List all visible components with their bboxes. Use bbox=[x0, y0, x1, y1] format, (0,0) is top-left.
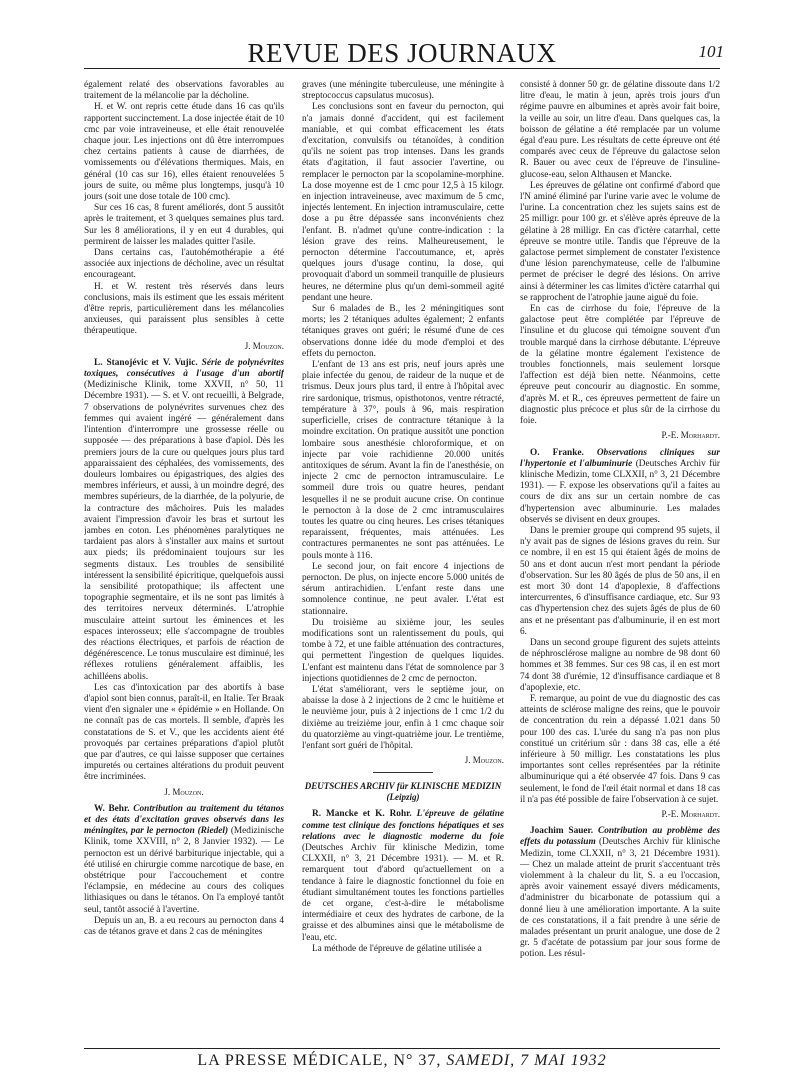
article-authors: R. Mancke et K. Rohr. bbox=[312, 809, 412, 820]
article-authors: W. Behr. bbox=[94, 803, 130, 814]
paragraph: Sur ces 16 cas, 8 furent améliorés, dont 5 aussitôt après le traitement, et 3 quelques semaines plus tard. Sur les 8 améliorations, il y en eut 4 durables, qui permirent de laisser les malades quitter l'asile. bbox=[84, 203, 284, 247]
paragraph: Dans un second groupe figurent des sujets atteints de néphrosclérose maligne au nombre de 98 dont 60 hommes et 38 femmes. Sur ces 98 cas, il en est mort 74 dont 38 d'urémie, 12 d'insuffisance cardiaque et 8 d'apoplexie, etc. bbox=[520, 637, 720, 693]
paragraph: Dans le premier groupe qui comprend 95 sujets, il n'y avait pas de signes de lésions graves du rein. Sur ce nombre, il en est 15 qui étaient âgés de moins de 50 ans et dont aucun n'est mort pendant la période d'observation. Sur les 80 âgés de plus de 50 ans, il en est mort 30 dont 14 d'apoplexie, 8 d'affections intercurrentes, 6 d'insuffisance cardiaque, etc. Sur 93 cas d'hypertension chez des sujets âgés de plus de 60 ans et ne présentant pas d'albuminurie, il en est mort 6. bbox=[520, 525, 720, 637]
paragraph: Du troisième au sixième jour, les seules modifications sont un ralentissement du pouls, qui tombe à 72, et une faible atténuation des contractures, qui permettent l'ingestion de quelques liquides. L'enfant est maintenu dans l'état de somnolence par 3 injections quotidiennes de 2 cmc de pernocton. bbox=[302, 617, 504, 684]
article-title: Observations cliniques sur l'hypertonie et l'albuminurie bbox=[520, 447, 720, 469]
article-title: Contribution au problème des effets du potassium bbox=[520, 826, 720, 848]
article-title: Contribution au traitement du tétanos et des états d'excitation graves observés dans les méningites, par le pernocton (Riedel) bbox=[84, 803, 284, 837]
paragraph: Les conclusions sont en faveur du pernocton, qui n'a jamais donné d'accident, qui est facilement maniable, et qui combat efficacement les états d'excitation, convulsifs ou tétanoïdes, à condition qu'ils ne soient pas trop intenses. Dans les grands états d'agitation, il faut associer l'avertine, ou remplacer le pernocton par la scopolamine-morphine. La dose moyenne est de 1 cmc pour 12,5 à 15 kilogr. en injection intraveineuse, avec maximum de 5 cmc, injectés lentement. En injection intramusculaire, cette dose a pu être dépassée sans inconvénients chez l'enfant. B. n'admet qu'une contre-indication : la lésion grave des reins. Malheureusement, le pernocton détermine l'accoutumance, et, après quelques jours d'usage continu, la dose, qui provoquait d'abord un sommeil tranquille de plusieurs heures, ne détermine plus qu'un demi-sommeil agité pendant une heure. bbox=[302, 102, 504, 303]
issue-date: SAMEDI, 7 MAI 1932 bbox=[446, 1052, 607, 1069]
paragraph: Les cas d'intoxication par des abortifs à base d'apiol sont bien connus, paraît-il, en Italie. Ter Braak vient d'en signaler une « épidémie » en Hollande. On ne connaît pas de cas mortels. Il semble, d'après les constatations de S. et V., que les accidents aient été provoqués par certaines préparations d'apiol plutôt que par d'autres, ce qui laisse supposer que certaines impuretés ou certaines altérations du produit peuvent être incriminées. bbox=[84, 682, 284, 783]
header-rule bbox=[84, 68, 720, 69]
author-signature: P.-E. Morhardt. bbox=[661, 809, 720, 819]
section-divider bbox=[373, 772, 433, 773]
article-body: (Deutsches Archiv für klinische Medizin, tome CLXXII, n° 3, 21 Décembre 1931). — F. expose les observations qu'il a faites au cours de dix ans sur un certain nombre de cas d'hypertension avec albuminurie. Les malades observés se divisent en deux groupes. bbox=[520, 458, 720, 525]
paragraph: Sur 6 malades de B., les 2 méningitiques sont morts; les 2 tétaniques adultes également; 2 enfants tétaniques graves ont guéri; le résumé d'une de ces observations donne idée du mode d'emploi et des effets du pernocton. bbox=[302, 304, 504, 359]
article-entry bbox=[520, 448, 720, 526]
article-entry bbox=[84, 358, 284, 683]
article-authors: Joachim Sauer. bbox=[530, 826, 594, 837]
article-authors: O. Franke. bbox=[530, 447, 584, 458]
running-title: REVUE DES JOURNAUX bbox=[247, 38, 557, 68]
paragraph: Dans certains cas, l'autohémothérapie a été associée aux injections de décholine, avec un résultat encourageant. bbox=[84, 248, 284, 281]
paragraph: H. et W. restent très réservés dans leurs conclusions, mais ils estiment que les essais méritent d'être repris, particulièrement dans les mélancolies anxieuses, qui paraissent plus sensibles à cette thérapeutique. bbox=[84, 281, 284, 337]
paragraph: Le second jour, on fait encore 4 injections de pernocton. De plus, on injecte encore 5.000 unités de sérum antirachidien. L'enfant reste dans une somnolence continue, ne peut avaler. L'état est stationnaire. bbox=[302, 561, 504, 617]
text-columns bbox=[84, 80, 720, 1040]
article-body: (Medizinische Klinik, tome XXVII, n° 50, 11 Décembre 1931). — S. et V. ont recueilli, à Belgrade, 7 observations de polynévrites survenues chez des femmes qui avaient ingéré — généralement dans l'intention d'interrompre une grossesse réelle ou supposée — des préparations à base d'apiol. Dès les premiers jours de la cure ou quelques jours plus tard apparaissaient des céphalées, des vomissements, des douleurs lombaires ou épigastriques, des algies des membres inférieurs, et aussi, à un moindre degré, des membres supérieurs, de la diarrhée, de la polyurie, de la contracture des mâchoires. Puis les malades avaient l'impression d'avoir les bras et surtout les jambes en coton. Les phénomènes paralytiques ne tardaient pas alors à s'installer aux mains et surtout aux pieds; ils prédominaient toujours sur les segments distaux. Les troubles de sensibilité intéressent la sensibilité épicritique, quelquefois aussi la sensibilité protopathique; ils affectent une topographie segmentaire, et ils ne sont pas limités à des territoires nerveux déterminés. L'atrophie musculaire atteint surtout les éminences et les espaces interosseux; elle s'accompagne de troubles des réactions électriques, et parfois de réaction de dégénérescence. Le tonus musculaire est diminué, les réflexes rotuliens généralement affaiblis, les achilléens abolis. bbox=[84, 380, 284, 682]
page-header bbox=[84, 36, 724, 68]
paragraph: également relaté des observations favorables au traitement de la mélancolie par la décholine. bbox=[84, 80, 284, 102]
paragraph: L'enfant de 13 ans est pris, neuf jours après une plaie infectée du genou, de raideur de la nuque et de trismus. Deux jours plus tard, il entre à l'hôpital avec rire sardonique, trismus, opisthotonos, ventre rétracté, température à 37°, pouls à 96, mais respiration superficielle, crises de contracture tétanique à la moindre excitation. On pratique aussitôt une ponction lombaire sous anesthésie chloroformique, et on injecte par voie rachidienne 20.000 unités antitoxiques de sérum. Avant la fin de l'anesthésie, on injecte 2 cmc de pernocton intramusculaire. Le sommeil dure trois ou quatre heures, pendant lesquelles il ne se produit aucune crise. On continue le pernocton à la dose de 2 cmc intramusculaires toutes les quatre ou cinq heures. Les crises tétaniques reparaissent, fréquentes, mais atténuées. Les contractures permanentes ne sont pas atténuées. Le pouls monte à 116. bbox=[302, 360, 504, 561]
page-number: 101 bbox=[698, 42, 724, 61]
article-entry bbox=[84, 804, 284, 916]
article-body: (Deutsches Archiv für klinische Medizin, tome CLXXII, n° 3, 21 Décembre 1931). — Chez un malade atteint de prurit s'accentuant très violemment à la chaleur du lit, S. a eu l'occasion, après avoir vainement essayé divers médicaments, d'administrer du bicarbonate de potassium qui a donné lieu à une amélioration importante. A la suite de ces constatations, il a fait prendre à une série de malades présentant un prurit analogue, une dose de 2 gr. 5 d'acétate de potassium par jour sous forme de potion. Les résul- bbox=[520, 837, 720, 960]
page-footer bbox=[84, 1052, 720, 1070]
article-authors: L. Stanojévic et V. Vujic. bbox=[94, 357, 198, 368]
paragraph: En cas de cirrhose du foie, l'épreuve de la galactose peut être complétée par l'épreuve de l'insuline et du glucose qui témoigne souvent d'un trouble marqué dans la cirrhose débutante. L'épreuve de la gélatine montre également l'existence de troubles fonctionnels, mais seulement lorsque l'affection est déjà bien nette. Néanmoins, cette épreuve peut concourir au diagnostic. En somme, d'après M. et R., ces épreuves permettent de faire un diagnostic plus précoce et plus sûr de la cirrhose du foie. bbox=[520, 304, 720, 427]
article-entry bbox=[520, 826, 720, 960]
author-signature: J. Mouzon. bbox=[164, 786, 204, 797]
paragraph: Les épreuves de gélatine ont confirmé d'abord que l'N aminé éliminé par l'urine varie avec le volume de l'urine. La concentration chez les sujets sains est de 25 milligr. pour 100 gr. et s'élève après épreuve de la gélatine à 28 milligr. En cas d'ictère catarrhal, cette épreuve se montre utile. Tandis que l'épreuve de la galactose permet simplement de constater l'existence d'une lésion parenchymateuse, celle de l'albumine permet de préciser le degré des lésions. On arrive ainsi à déterminer les cas limites d'ictère catarrhal qui se rapprochent de l'atrophie jaune aiguë du foie. bbox=[520, 180, 720, 303]
paragraph: La méthode de l'épreuve de gélatine utilisée a bbox=[312, 943, 482, 954]
article-body: (Medizinische Klinik, tome XXVIII, n° 2, 8 Janvier 1932). — Le pernocton est un dérivé barbiturique injectable, qui a été utilisé en chirurgie comme narcotique de base, en obstétrique pour l'accouchement et contre l'éclampsie, en médecine au cours des coliques lithiasiques ou dans le tétanos. On l'a employé tantôt seul, tantôt associé à l'avertine. bbox=[84, 826, 284, 915]
paragraph: L'état s'améliorant, vers le septième jour, on abaisse la dose à 2 injections de 2 cmc le huitième et le neuvième jour, puis à 2 injections de 1 cmc 1/2 du dixième au treizième jour, enfin à 1 cmc chaque soir du quatorzième au vingt-quatrième jour. Le trentième, l'enfant sort guéri de l'hôpital. bbox=[302, 684, 504, 751]
article-title: Série de polynévrites toxiques, consécutives à l'usage d'un abortif bbox=[84, 357, 284, 380]
column-2 bbox=[302, 80, 504, 1040]
author-signature: J. Mouzon. bbox=[244, 340, 284, 351]
publication-name: LA PRESSE MÉDICALE, N° 37, bbox=[197, 1052, 442, 1069]
paragraph: H. et W. ont repris cette étude dans 16 cas qu'ils rapportent succinctement. La dose injectée était de 10 cmc par voie intraveineuse, et elle était renouvelée chaque jour. Les injections ont dû être interrompues chez certains patients à cause de diarrhées, de vomissements ou d'élévations thermiques. Mais, en général (10 cas sur 16), elles étaient renouvelées 5 jours de suite, ou même plus longtemps, jusqu'à 10 jours (soit une dose totale de 100 cmc). bbox=[84, 102, 284, 203]
article-title: L'épreuve de gélatine comme test clinique des fonctions hépatiques et ses relations avec le diagnostic moderne du foie bbox=[302, 809, 504, 842]
author-signature: P.-E. Morhardt. bbox=[661, 430, 720, 441]
paragraph: consisté à donner 50 gr. de gélatine dissoute dans 1/2 litre d'eau, le matin à jeun, après trois jours d'un régime pauvre en albumines et après avoir fait boire, la veille au soir, un litre d'eau. Dans quelques cas, la boisson de gélatine a été remplacée par un volume égal d'eau pure. Les résultats de cette épreuve ont été comparés avec ceux de l'épreuve du galactose selon R. Bauer ou avec ceux de l'épreuve de l'insuline-glucose-eau, selon Althausen et Mancke. bbox=[520, 80, 720, 180]
column-3 bbox=[520, 80, 720, 1040]
paragraph: Depuis un an, B. a eu recours au pernocton dans 4 cas de tétanos grave et dans 2 cas de méningites bbox=[84, 915, 284, 938]
paragraph: graves (une méningite tuberculeuse, une méningite à streptococcus capsulatus mucosus). bbox=[302, 80, 504, 102]
column-1 bbox=[84, 80, 284, 1040]
author-signature: J. Mouzon. bbox=[464, 755, 504, 766]
article-entry bbox=[302, 809, 504, 943]
paragraph: F. remarque, au point de vue du diagnostic des cas atteints de sclérose maligne des reins, que le pouvoir de concentration du rein a dépassé 1.021 dans 50 pour 100 des cas. L'urée du sang n'a pas non plus constitué un critérium sûr : dans 38 cas, elle a été inférieure à 50 milligr. Les constatations les plus importantes sont celles représentées par la rétinite albuminurique qui a été observée 47 fois. Dans 9 cas seulement, le fond de l'œil était normal et dans 18 cas il n'a pas été possible de faire l'observation à ce sujet. bbox=[520, 693, 720, 805]
article-body: (Deutsches Archiv für klinische Medizin, tome CLXXII, n° 3, 21 Décembre 1931). — M. et R. remarquent tout d'abord qu'actuellement on a tendance à faire le diagnostic fonctionnel du foie en étudiant simultanément toutes les fonctions partielles de cet organe, c'est-à-dire le métabolisme intermédiaire et ceux des hydrates de carbone, de la graisse et des albumines ainsi que le métabolisme de l'eau, etc. bbox=[302, 843, 504, 943]
journal-heading: DEUTSCHES ARCHIV für KLINISCHE MEDIZIN (Leipzig) bbox=[304, 781, 502, 803]
footer-rule bbox=[84, 1048, 720, 1049]
